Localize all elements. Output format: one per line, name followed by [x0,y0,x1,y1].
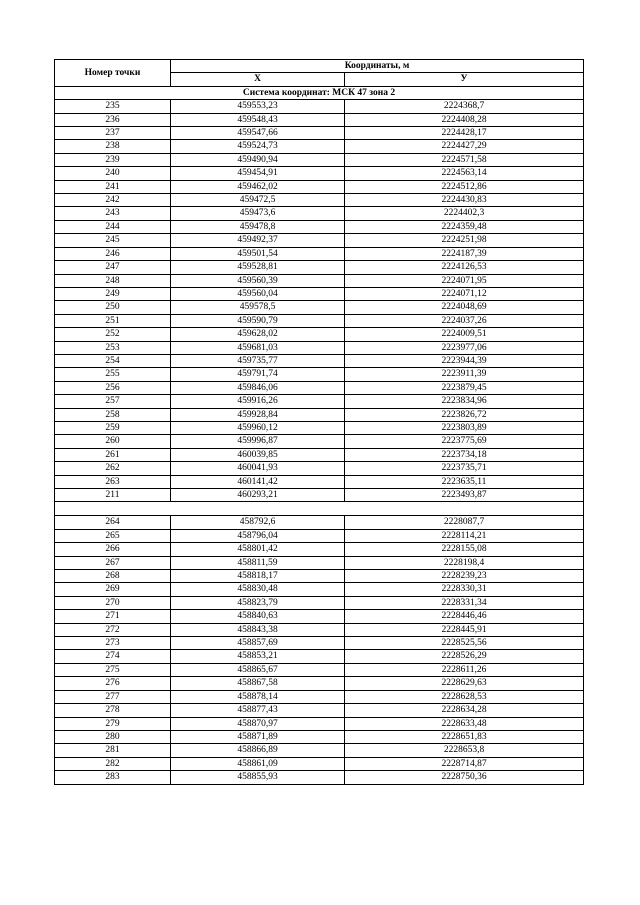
point-number-cell: 250 [55,301,171,314]
table-row [55,448,584,461]
point-number-cell: 266 [55,543,171,556]
table-row [55,194,584,207]
y-coordinate-cell: 2223977,06 [345,341,584,354]
x-coordinate-cell: 459473,6 [171,207,345,220]
table-row [55,113,584,126]
x-coordinate-cell: 458870,97 [171,717,345,730]
table-row [55,220,584,233]
x-coordinate-cell: 458865,67 [171,663,345,676]
y-coordinate-cell: 2228330,31 [345,583,584,596]
y-coordinate-cell: 2223879,45 [345,381,584,394]
y-coordinate-cell: 2228611,26 [345,663,584,676]
table-row [55,368,584,381]
coordinates-table [54,59,584,785]
x-coordinate-cell: 459490,94 [171,153,345,166]
table-row [55,596,584,609]
table-row [55,287,584,300]
table-row [55,744,584,757]
table-row [55,489,584,502]
point-number-cell: 276 [55,677,171,690]
y-coordinate-cell: 2224071,95 [345,274,584,287]
y-coordinate-cell: 2224048,69 [345,301,584,314]
x-coordinate-cell: 459528,81 [171,261,345,274]
point-number-cell: 243 [55,207,171,220]
point-number-cell: 252 [55,328,171,341]
y-coordinate-cell: 2224126,53 [345,261,584,274]
x-coordinate-cell: 459472,5 [171,194,345,207]
point-number-cell: 251 [55,314,171,327]
y-coordinate-cell: 2224563,14 [345,167,584,180]
x-coordinate-cell: 460293,21 [171,489,345,502]
x-coordinate-cell: 459996,87 [171,435,345,448]
x-coordinate-cell: 459960,12 [171,421,345,434]
x-coordinate-cell: 458830,48 [171,583,345,596]
table-row [55,274,584,287]
y-coordinate-cell: 2228653,8 [345,744,584,757]
point-number-cell: 258 [55,408,171,421]
table-row [55,690,584,703]
x-coordinate-cell: 459560,04 [171,287,345,300]
x-coordinate-cell: 458857,69 [171,637,345,650]
x-coordinate-cell: 458867,58 [171,677,345,690]
point-number-cell: 246 [55,247,171,260]
table-row [55,301,584,314]
table-row [55,314,584,327]
table-row [55,663,584,676]
x-coordinate-cell: 458861,09 [171,757,345,770]
x-coordinate-cell: 460041,93 [171,462,345,475]
y-coordinate-cell: 2228629,63 [345,677,584,690]
coordinates-header: Координаты, м [171,60,584,73]
y-coordinate-cell: 2224408,28 [345,113,584,126]
x-coordinate-cell: 459548,43 [171,113,345,126]
point-number-cell: 235 [55,100,171,113]
y-coordinate-cell: 2224402,3 [345,207,584,220]
coordinate-system-row: Система координат: МСК 47 зона 2 [55,86,584,99]
point-number-cell: 281 [55,744,171,757]
table-row [55,610,584,623]
x-coordinate-cell: 458818,17 [171,570,345,583]
y-coordinate-cell: 2224251,98 [345,234,584,247]
table-row [55,247,584,260]
point-number-cell: 245 [55,234,171,247]
y-coordinate-cell: 2228526,29 [345,650,584,663]
point-number-cell: 239 [55,153,171,166]
point-number-cell: 256 [55,381,171,394]
point-number-cell: 236 [55,113,171,126]
y-coordinate-cell: 2223493,87 [345,489,584,502]
point-number-cell: 261 [55,448,171,461]
x-coordinate-cell: 459681,03 [171,341,345,354]
point-number-cell: 211 [55,489,171,502]
x-coordinate-cell: 459478,8 [171,220,345,233]
x-coordinate-cell: 459590,79 [171,314,345,327]
y-coordinate-cell: 2228239,23 [345,570,584,583]
point-number-cell: 282 [55,757,171,770]
table-row [55,556,584,569]
y-coordinate-cell: 2224009,51 [345,328,584,341]
point-number-cell: 254 [55,354,171,367]
table-row [55,354,584,367]
x-column-header: X [171,73,345,86]
table-row [55,650,584,663]
x-coordinate-cell: 459578,5 [171,301,345,314]
table-row [55,516,584,529]
x-coordinate-cell: 459560,39 [171,274,345,287]
point-number-cell: 277 [55,690,171,703]
x-coordinate-cell: 458796,04 [171,529,345,542]
x-coordinate-cell: 458871,89 [171,730,345,743]
y-coordinate-cell: 2224512,86 [345,180,584,193]
point-number-cell: 244 [55,220,171,233]
y-coordinate-cell: 2223635,11 [345,475,584,488]
table-row [55,127,584,140]
x-coordinate-cell: 458855,93 [171,771,345,784]
y-coordinate-cell: 2223826,72 [345,408,584,421]
table-row [55,462,584,475]
y-coordinate-cell: 2224187,39 [345,247,584,260]
table-row [55,771,584,784]
y-coordinate-cell: 2228633,48 [345,717,584,730]
y-coordinate-cell: 2228198,4 [345,556,584,569]
point-number-cell: 247 [55,261,171,274]
y-coordinate-cell: 2224071,12 [345,287,584,300]
point-number-cell: 280 [55,730,171,743]
x-coordinate-cell: 458823,79 [171,596,345,609]
table-row [55,435,584,448]
x-coordinate-cell: 460141,42 [171,475,345,488]
y-coordinate-cell: 2228651,83 [345,730,584,743]
x-coordinate-cell: 459791,74 [171,368,345,381]
point-number-cell: 248 [55,274,171,287]
x-coordinate-cell: 459735,77 [171,354,345,367]
point-number-cell: 241 [55,180,171,193]
y-coordinate-cell: 2223911,39 [345,368,584,381]
table-row [55,704,584,717]
y-coordinate-cell: 2223735,71 [345,462,584,475]
table-row [55,180,584,193]
x-coordinate-cell: 459454,91 [171,167,345,180]
table-row [55,475,584,488]
x-coordinate-cell: 459524,73 [171,140,345,153]
point-number-cell: 267 [55,556,171,569]
y-coordinate-cell: 2228446,46 [345,610,584,623]
y-coordinate-cell: 2223834,96 [345,395,584,408]
x-coordinate-cell: 458840,63 [171,610,345,623]
table-row [55,757,584,770]
table-row [55,717,584,730]
point-number-cell: 249 [55,287,171,300]
point-number-cell: 278 [55,704,171,717]
table-row [55,623,584,636]
blank-separator-row [55,502,584,516]
table-row [55,381,584,394]
y-coordinate-cell: 2228155,08 [345,543,584,556]
table-row [55,395,584,408]
table-row [55,234,584,247]
y-coordinate-cell: 2228087,7 [345,516,584,529]
point-number-cell: 263 [55,475,171,488]
point-number-cell: 257 [55,395,171,408]
point-number-cell: 238 [55,140,171,153]
table-row [55,730,584,743]
point-number-cell: 240 [55,167,171,180]
table-row [55,408,584,421]
table-row [55,421,584,434]
point-number-cell: 268 [55,570,171,583]
point-number-cell: 275 [55,663,171,676]
y-coordinate-cell: 2228331,34 [345,596,584,609]
x-coordinate-cell: 458843,38 [171,623,345,636]
x-coordinate-cell: 459846,06 [171,381,345,394]
x-coordinate-cell: 459553,23 [171,100,345,113]
table-row [55,207,584,220]
table-row [55,543,584,556]
table-row [55,153,584,166]
table-row [55,583,584,596]
y-coordinate-cell: 2228628,53 [345,690,584,703]
y-coordinate-cell: 2223734,18 [345,448,584,461]
y-coordinate-cell: 2228714,87 [345,757,584,770]
y-coordinate-cell: 2228750,36 [345,771,584,784]
y-coordinate-cell: 2228114,21 [345,529,584,542]
table-row [55,570,584,583]
point-number-cell: 260 [55,435,171,448]
y-coordinate-cell: 2224037,26 [345,314,584,327]
x-coordinate-cell: 460039,85 [171,448,345,461]
point-number-cell: 242 [55,194,171,207]
y-coordinate-cell: 2223775,69 [345,435,584,448]
point-number-cell: 259 [55,421,171,434]
point-number-cell: 283 [55,771,171,784]
group2-rows [55,516,584,784]
point-number-cell: 265 [55,529,171,542]
table-row [55,529,584,542]
group1-rows [55,100,584,502]
y-coordinate-cell: 2224571,58 [345,153,584,166]
y-coordinate-cell: 2224427,29 [345,140,584,153]
point-number-cell: 279 [55,717,171,730]
point-number-cell: 272 [55,623,171,636]
x-coordinate-cell: 458853,21 [171,650,345,663]
x-coordinate-cell: 459462,02 [171,180,345,193]
table-row [55,100,584,113]
y-coordinate-cell: 2228525,56 [345,637,584,650]
point-number-cell: 237 [55,127,171,140]
table-row [55,261,584,274]
point-number-cell: 271 [55,610,171,623]
point-number-cell: 270 [55,596,171,609]
x-coordinate-cell: 458801,42 [171,543,345,556]
y-coordinate-cell: 2224359,48 [345,220,584,233]
table-row [55,328,584,341]
point-number-cell: 262 [55,462,171,475]
y-coordinate-cell: 2224430,83 [345,194,584,207]
y-column-header: У [345,73,584,86]
y-coordinate-cell: 2223803,89 [345,421,584,434]
point-number-cell: 269 [55,583,171,596]
x-coordinate-cell: 458792,6 [171,516,345,529]
point-number-cell: 264 [55,516,171,529]
y-coordinate-cell: 2223944,39 [345,354,584,367]
x-coordinate-cell: 458877,43 [171,704,345,717]
table-row [55,341,584,354]
x-coordinate-cell: 458866,89 [171,744,345,757]
table-row [55,140,584,153]
y-coordinate-cell: 2228634,28 [345,704,584,717]
point-number-header: Номер точки [55,60,171,87]
x-coordinate-cell: 459628,02 [171,328,345,341]
x-coordinate-cell: 458878,14 [171,690,345,703]
table-row [55,167,584,180]
table-row [55,677,584,690]
x-coordinate-cell: 459501,54 [171,247,345,260]
table-row [55,637,584,650]
x-coordinate-cell: 458811,59 [171,556,345,569]
x-coordinate-cell: 459928,84 [171,408,345,421]
y-coordinate-cell: 2224368,7 [345,100,584,113]
y-coordinate-cell: 2224428,17 [345,127,584,140]
x-coordinate-cell: 459916,26 [171,395,345,408]
point-number-cell: 255 [55,368,171,381]
x-coordinate-cell: 459492,37 [171,234,345,247]
y-coordinate-cell: 2228445,91 [345,623,584,636]
point-number-cell: 273 [55,637,171,650]
x-coordinate-cell: 459547,66 [171,127,345,140]
point-number-cell: 274 [55,650,171,663]
point-number-cell: 253 [55,341,171,354]
